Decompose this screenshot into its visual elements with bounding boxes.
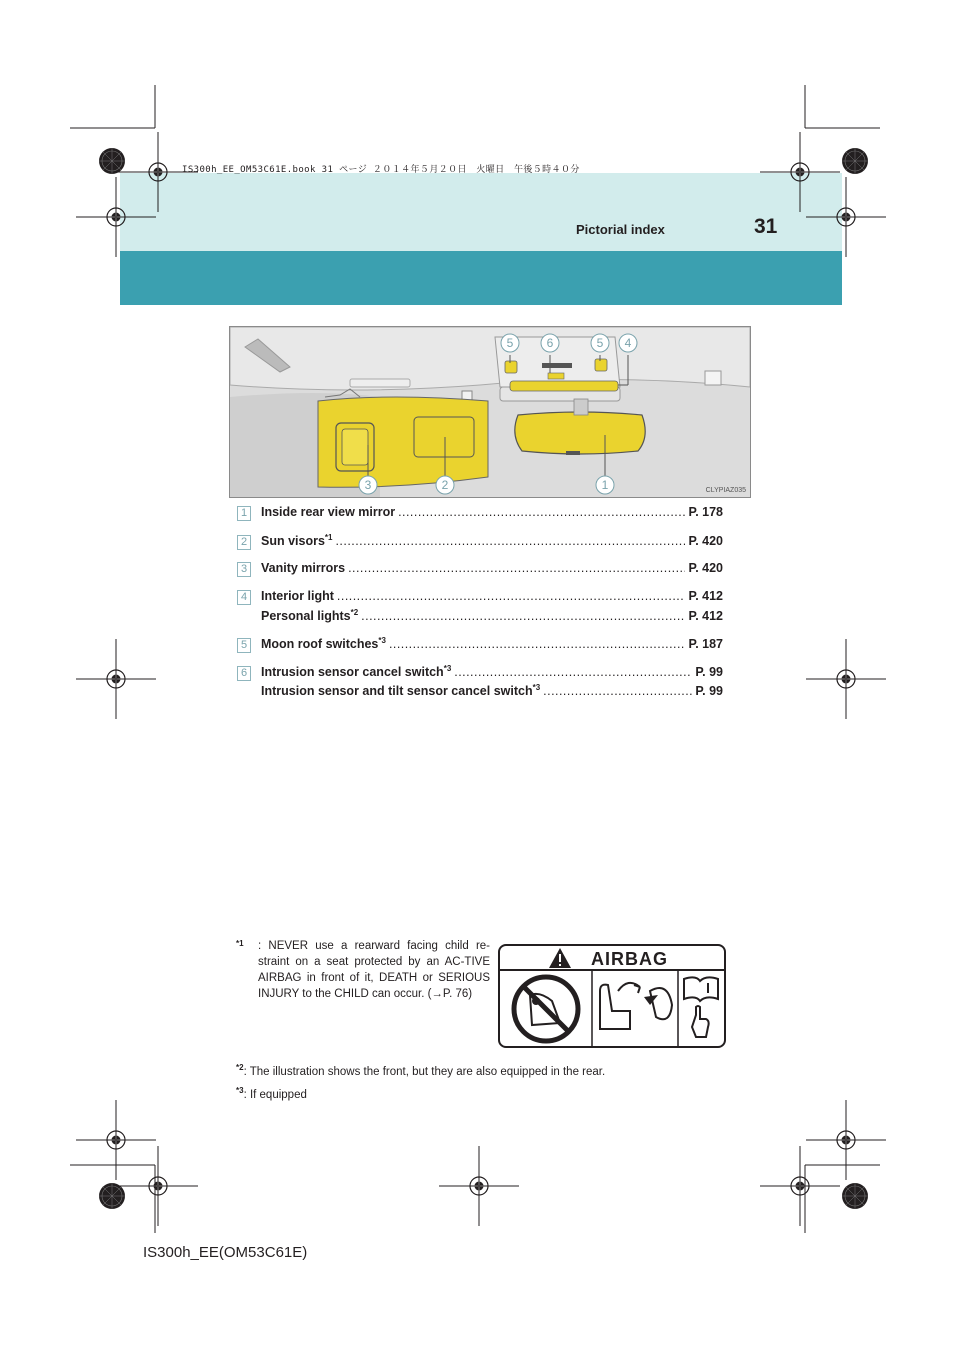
item-label: Intrusion sensor cancel switch$^{*3}$ bbox=[261, 664, 452, 680]
page-reference-link[interactable]: P. 99 bbox=[695, 665, 723, 680]
item-number: 4 bbox=[237, 590, 251, 605]
footnote-2: $^{*2}$: The illustration shows the front, but they are also equipped in the rear. bbox=[236, 1063, 606, 1078]
item-label: Interior light bbox=[261, 589, 334, 603]
index-entry-1 bbox=[237, 505, 723, 524]
no-child-seat-icon bbox=[514, 977, 578, 1041]
index-entry-3 bbox=[237, 561, 723, 580]
leader-dots bbox=[543, 684, 692, 698]
leader-dots bbox=[337, 589, 686, 603]
illustration-code: CLYPIAZ035 bbox=[705, 487, 746, 494]
item-label: Sun visors$^{*1}$ bbox=[261, 533, 333, 549]
item-label: Vanity mirrors bbox=[261, 561, 346, 575]
page-reference-link[interactable]: P. 178 bbox=[688, 505, 723, 519]
index-line bbox=[237, 561, 723, 580]
leader-dots bbox=[361, 609, 685, 623]
callout-1: 1 bbox=[601, 478, 609, 492]
item-label: Intrusion sensor and tilt sensor cancel switch$^{*3}$ bbox=[261, 683, 541, 699]
callout-4: 4 bbox=[624, 336, 632, 350]
callout-2: 2 bbox=[441, 478, 449, 492]
index-line bbox=[237, 683, 723, 702]
leader-dots bbox=[398, 505, 685, 519]
footnote-1-text: : NEVER use a rearward facing child re-straint on a seat protected by an AC-TIVE AIRBAG in front of it, DEATH or SERIOUS INJURY to the CHILD can occur. (→P. 76) bbox=[258, 940, 490, 1000]
footnote-1-mark: *1 bbox=[236, 939, 244, 948]
page-reference-link[interactable]: P. 99 bbox=[695, 684, 723, 699]
footnote-ref: *2 bbox=[350, 608, 359, 617]
page-title: Pictorial index bbox=[576, 222, 665, 237]
document-code: IS300h_EE(OM53C61E) bbox=[143, 1244, 308, 1261]
footnote-ref: *1 bbox=[324, 533, 333, 542]
item-number: 6 bbox=[237, 666, 251, 681]
index-line bbox=[237, 533, 723, 552]
index-entry-2 bbox=[237, 533, 723, 552]
airbag-warning-label bbox=[498, 944, 726, 1048]
item-label: Inside rear view mirror bbox=[261, 505, 396, 519]
index-entry-5 bbox=[237, 636, 723, 655]
item-number: 3 bbox=[237, 562, 251, 577]
page-reference-link[interactable]: P. 187 bbox=[688, 637, 723, 652]
airbag-label-header bbox=[500, 946, 724, 971]
index-line bbox=[237, 589, 723, 608]
index-entry-6 bbox=[237, 664, 723, 702]
footnote-ref: *3 bbox=[443, 664, 452, 673]
item-number: 1 bbox=[237, 506, 251, 521]
index-entry-4 bbox=[237, 589, 723, 627]
index-line bbox=[237, 505, 723, 524]
page-reference-link[interactable]: P. 412 bbox=[688, 589, 723, 603]
leader-dots bbox=[454, 665, 692, 679]
callout-6: 6 bbox=[546, 336, 554, 350]
callout-5b: 5 bbox=[596, 336, 604, 350]
index-line bbox=[237, 608, 723, 627]
footnote-3: $^{*3}$: If equipped bbox=[236, 1086, 307, 1101]
airbag-pictograms bbox=[500, 971, 724, 1046]
airbag-deploy-icon bbox=[600, 983, 672, 1029]
item-label: Personal lights$^{*2}$ bbox=[261, 608, 359, 624]
leader-dots bbox=[389, 637, 686, 651]
interior-drawing bbox=[230, 327, 750, 497]
index-line bbox=[237, 664, 723, 683]
callout-3: 3 bbox=[364, 478, 372, 492]
page-reference-link[interactable]: P. 420 bbox=[688, 534, 723, 549]
page-number: 31 bbox=[754, 215, 778, 238]
overhead-console-illustration bbox=[229, 326, 751, 498]
callout-5: 5 bbox=[506, 336, 514, 350]
warning-triangle-icon bbox=[548, 947, 572, 969]
pictorial-index-list bbox=[237, 505, 723, 711]
leader-dots bbox=[348, 561, 685, 575]
footnote-ref: *3 bbox=[378, 636, 386, 645]
airbag-title: AIRBAG bbox=[591, 949, 668, 969]
item-number: 2 bbox=[237, 535, 251, 550]
page-reference-link[interactable]: P. 412 bbox=[688, 609, 723, 624]
footnote-ref: *3 bbox=[532, 683, 541, 692]
page-reference-link[interactable]: P. 420 bbox=[688, 561, 723, 575]
index-line bbox=[237, 636, 723, 655]
item-label: Moon roof switches$^{*3}$ bbox=[261, 636, 386, 652]
book-stamp: IS300h_EE_OM53C61E.book 31 ページ ２０１４年５月２０日 火曜日 午後５時４０分 bbox=[182, 165, 580, 175]
read-manual-icon bbox=[684, 977, 718, 1037]
leader-dots bbox=[335, 534, 685, 548]
item-number: 5 bbox=[237, 638, 251, 653]
